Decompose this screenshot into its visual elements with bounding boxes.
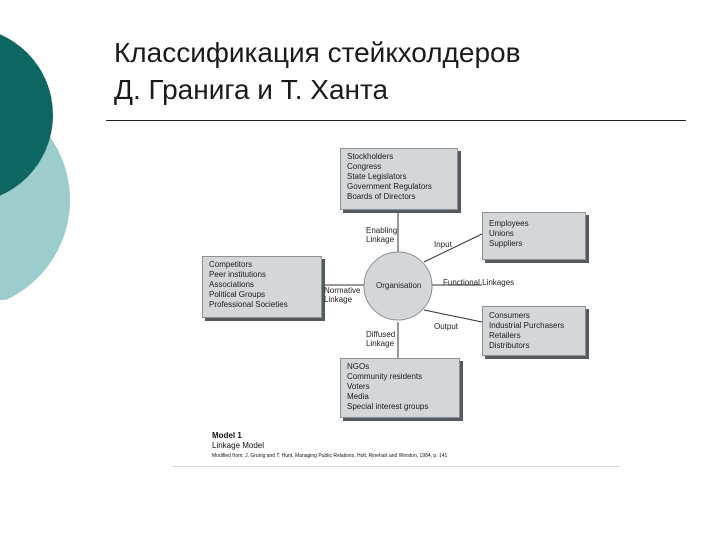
stakeholder-box-diffused — [340, 358, 460, 418]
box-item: Retailers — [489, 331, 521, 340]
box-item: Voters — [347, 382, 370, 391]
diffused-linkage-label — [366, 330, 395, 348]
label-line: Enabling — [366, 226, 398, 235]
box-item: Media — [347, 392, 369, 401]
stakeholder-box-enabling — [340, 148, 458, 210]
model-name: Linkage Model — [212, 441, 265, 450]
stakeholder-box-input — [482, 212, 586, 260]
box-item: Associations — [209, 280, 254, 289]
box-item: Government Regulators — [347, 182, 432, 191]
caption-divider — [172, 466, 620, 467]
input-label: Input — [434, 240, 452, 249]
organisation-label: Organisation — [376, 281, 422, 290]
line-right-top — [424, 234, 482, 262]
model-source: Modified from: J. Grunig and T. Hunt, Managing Public Relations, Holt, Rinehart and Winston, 1984, p. 141 — [212, 453, 448, 459]
label-line: Linkage — [366, 339, 395, 348]
box-item: Congress — [347, 162, 382, 171]
stakeholder-box-normative — [202, 256, 322, 318]
label-line: Normative — [324, 286, 361, 295]
box-item: NGOs — [347, 362, 370, 371]
box-item: Boards of Directors — [347, 192, 416, 201]
box-item: Industrial Purchasers — [489, 321, 565, 330]
box-item: Suppliers — [489, 239, 523, 248]
box-item: Unions — [489, 229, 514, 238]
box-item: Employees — [489, 219, 529, 228]
title-line-1: Классификация стейкхолдеров — [114, 37, 521, 68]
box-item: Competitors — [209, 260, 253, 269]
enabling-linkage-label — [366, 226, 397, 244]
box-item: Consumers — [489, 311, 530, 320]
box-item: State Legislators — [347, 172, 407, 181]
box-item: Special interest groups — [347, 402, 429, 411]
box-item: Professional Societies — [209, 300, 288, 309]
decorative-circles — [0, 0, 90, 300]
box-item: Distributors — [489, 341, 530, 350]
label-line: Diffused — [366, 330, 396, 339]
title-line-2: Д. Гранига и Т. Ханта — [114, 74, 389, 105]
title-divider — [106, 120, 686, 121]
stakeholder-box-output — [482, 306, 586, 356]
box-item: Stockholders — [347, 152, 394, 161]
output-label: Output — [434, 322, 459, 331]
functional-linkages-label: Functional Linkages — [443, 278, 515, 287]
label-line: Linkage — [324, 295, 353, 304]
normative-linkage-label — [324, 286, 360, 304]
box-item: Peer institutions — [209, 270, 266, 279]
linkage-model-diagram — [170, 140, 630, 475]
slide-title — [114, 34, 704, 108]
box-item: Community residents — [347, 372, 423, 381]
model-number: Model 1 — [212, 431, 242, 440]
line-right-bottom — [424, 310, 482, 322]
box-item: Political Groups — [209, 290, 266, 299]
label-line: Linkage — [366, 235, 395, 244]
